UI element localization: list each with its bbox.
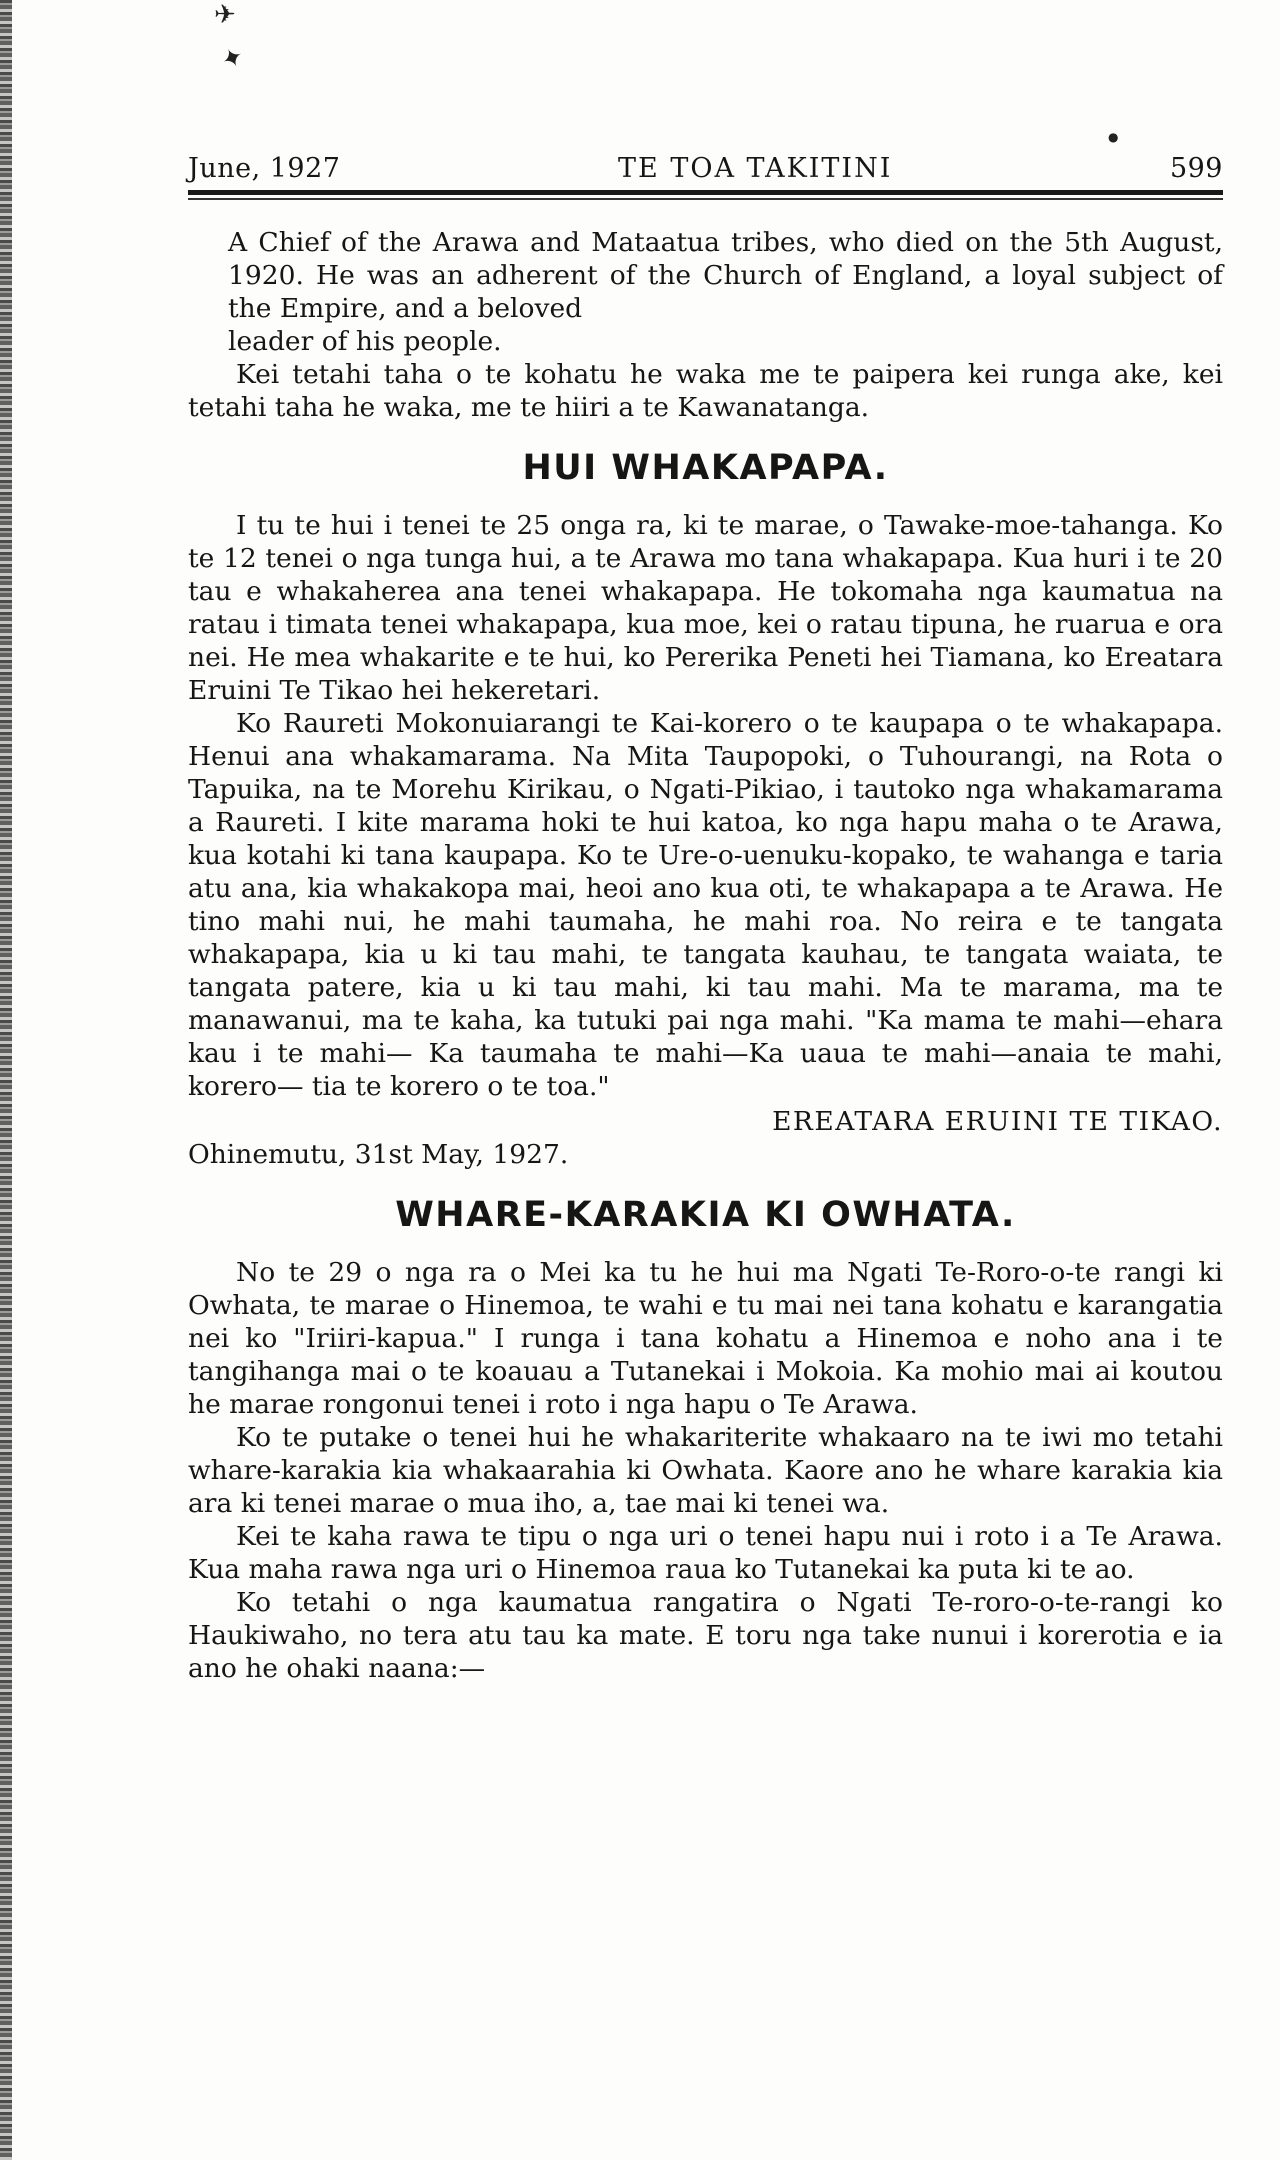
article-body [188, 226, 1223, 1685]
paragraph: Ko Raureti Mokonuiarangi te Kai-korero o te kaupapa o te whakapapa. Henui ana whakamarama. Na Mita Taupopoki, o Tuhourangi, na Rota o Tapuika, na te Morehu Kirikau, o Ngati-Pikiao, i tautoko nga whakamarama a Raureti. I kite marama hoki te hui katoa, ko nga hapu maha o te Arawa, kua kotahi ki tana kaupapa. Ko te Ure-o-uenuku-kopako, te wahanga e taria atu ana, kia whakakopa mai, heoi ano kua oti, te whakapapa a te Arawa. He tino mahi nui, he mahi taumaha, he mahi roa. No reira e te tangata whakapapa, kia u ki tau mahi, te tangata kauhau, te tangata waiata, te tangata patere, kia u ki tau mahi, ki tau mahi. Ma te marama, ma te manawanui, ma te kaha, ka tutuki pai nga mahi. "Ka mama te mahi—ehara kau i te mahi— Ka taumaha te mahi—Ka uaua te mahi—anaia te mahi, korero— tia te korero o te toa." [188, 708, 1223, 1102]
dedication-text: A Chief of the Arawa and Mataatua tribes, who died on the 5th August, 1920. He was an adherent of the Church of England, a loyal subject of the Empire, and a beloved [228, 227, 1223, 324]
header-date: June, 1927 [188, 153, 341, 184]
header-rule [188, 190, 1223, 195]
dedication [188, 226, 1223, 358]
page-number: 599 [1169, 153, 1223, 184]
signature: EREATARA ERUINI TE TIKAO. [772, 1106, 1223, 1137]
dedication-last-line: leader of his people. [228, 326, 502, 357]
paragraph: I tu te hui i tenei te 25 onga ra, ki te marae, o Tawake-moe-tahanga. Ko te 12 tenei o nga tunga hui, a te Arawa mo tana whakapapa. Kua huri i te 20 tau e whakaherea ana tenei whakapapa. He tokomaha nga kaumatua na ratau i timata tenei whakapapa, kua moe, kei o ratau tipuna, he ruarua e ora nei. He mea whakarite e te hui, ko Pererika Peneti hei Tiamana, ko Ereatara Eruini Te Tikao hei hekeretari. [188, 510, 1223, 706]
section-heading-whare-karakia: WHARE-KARAKIA KI OWHATA. [395, 1195, 1016, 1235]
running-title: TE TOA TAKITINI [618, 153, 893, 184]
ink-mark-top: ✈ [214, 0, 236, 30]
page [188, 140, 1223, 2100]
page-header [188, 140, 1223, 184]
paragraph: Kei te kaha rawa te tipu o nga uri o tenei hapu nui i roto i a Te Arawa. Kua maha rawa nga uri o Hinemoa raua ko Tutanekai ka puta ki te ao. [188, 1521, 1223, 1585]
paragraph: Ko te putake o tenei hui he whakariterite whakaaro na te iwi mo tetahi whare-karakia kia whakaarahia ki Owhata. Kaore ano he whare karakia kia ara ki tenei marae o mua iho, a, tae mai ki tenei wa. [188, 1422, 1223, 1519]
place-date: Ohinemutu, 31st May, 1927. [188, 1139, 569, 1170]
section-heading-hui-whakapapa: HUI WHAKAPAPA. [522, 448, 889, 488]
paragraph: Ko tetahi o nga kaumatua rangatira o Ngati Te-roro-o-te-rangi ko Haukiwaho, no tera atu tau ka mate. E toru nga take nunui i korerotia e ia ano he ohaki naana:— [188, 1587, 1223, 1684]
dedication-note: Kei tetahi taha o te kohatu he waka me te paipera kei runga ake, kei tetahi taha he waka, me te hiiri a te Kawanatanga. [188, 359, 1223, 423]
ink-dot: ● [1108, 130, 1119, 144]
ink-mark-bird: ✦ [216, 40, 250, 78]
header-rule-thin [188, 198, 1223, 200]
paragraph: No te 29 o nga ra o Mei ka tu he hui ma Ngati Te-Roro-o-te rangi ki Owhata, te marae o Hinemoa, te wahi e tu mai nei tana kohatu e karangatia nei ko "Iriiri-kapua." I runga i tana kohatu a Hinemoa e noho ana i te tangihanga mai o te koauau a Tutanekai i Mokoia. Ka mohio mai ai koutou he marae rongonui tenei i roto i nga hapu o Te Arawa. [188, 1257, 1223, 1420]
scan-edge [0, 0, 12, 2160]
